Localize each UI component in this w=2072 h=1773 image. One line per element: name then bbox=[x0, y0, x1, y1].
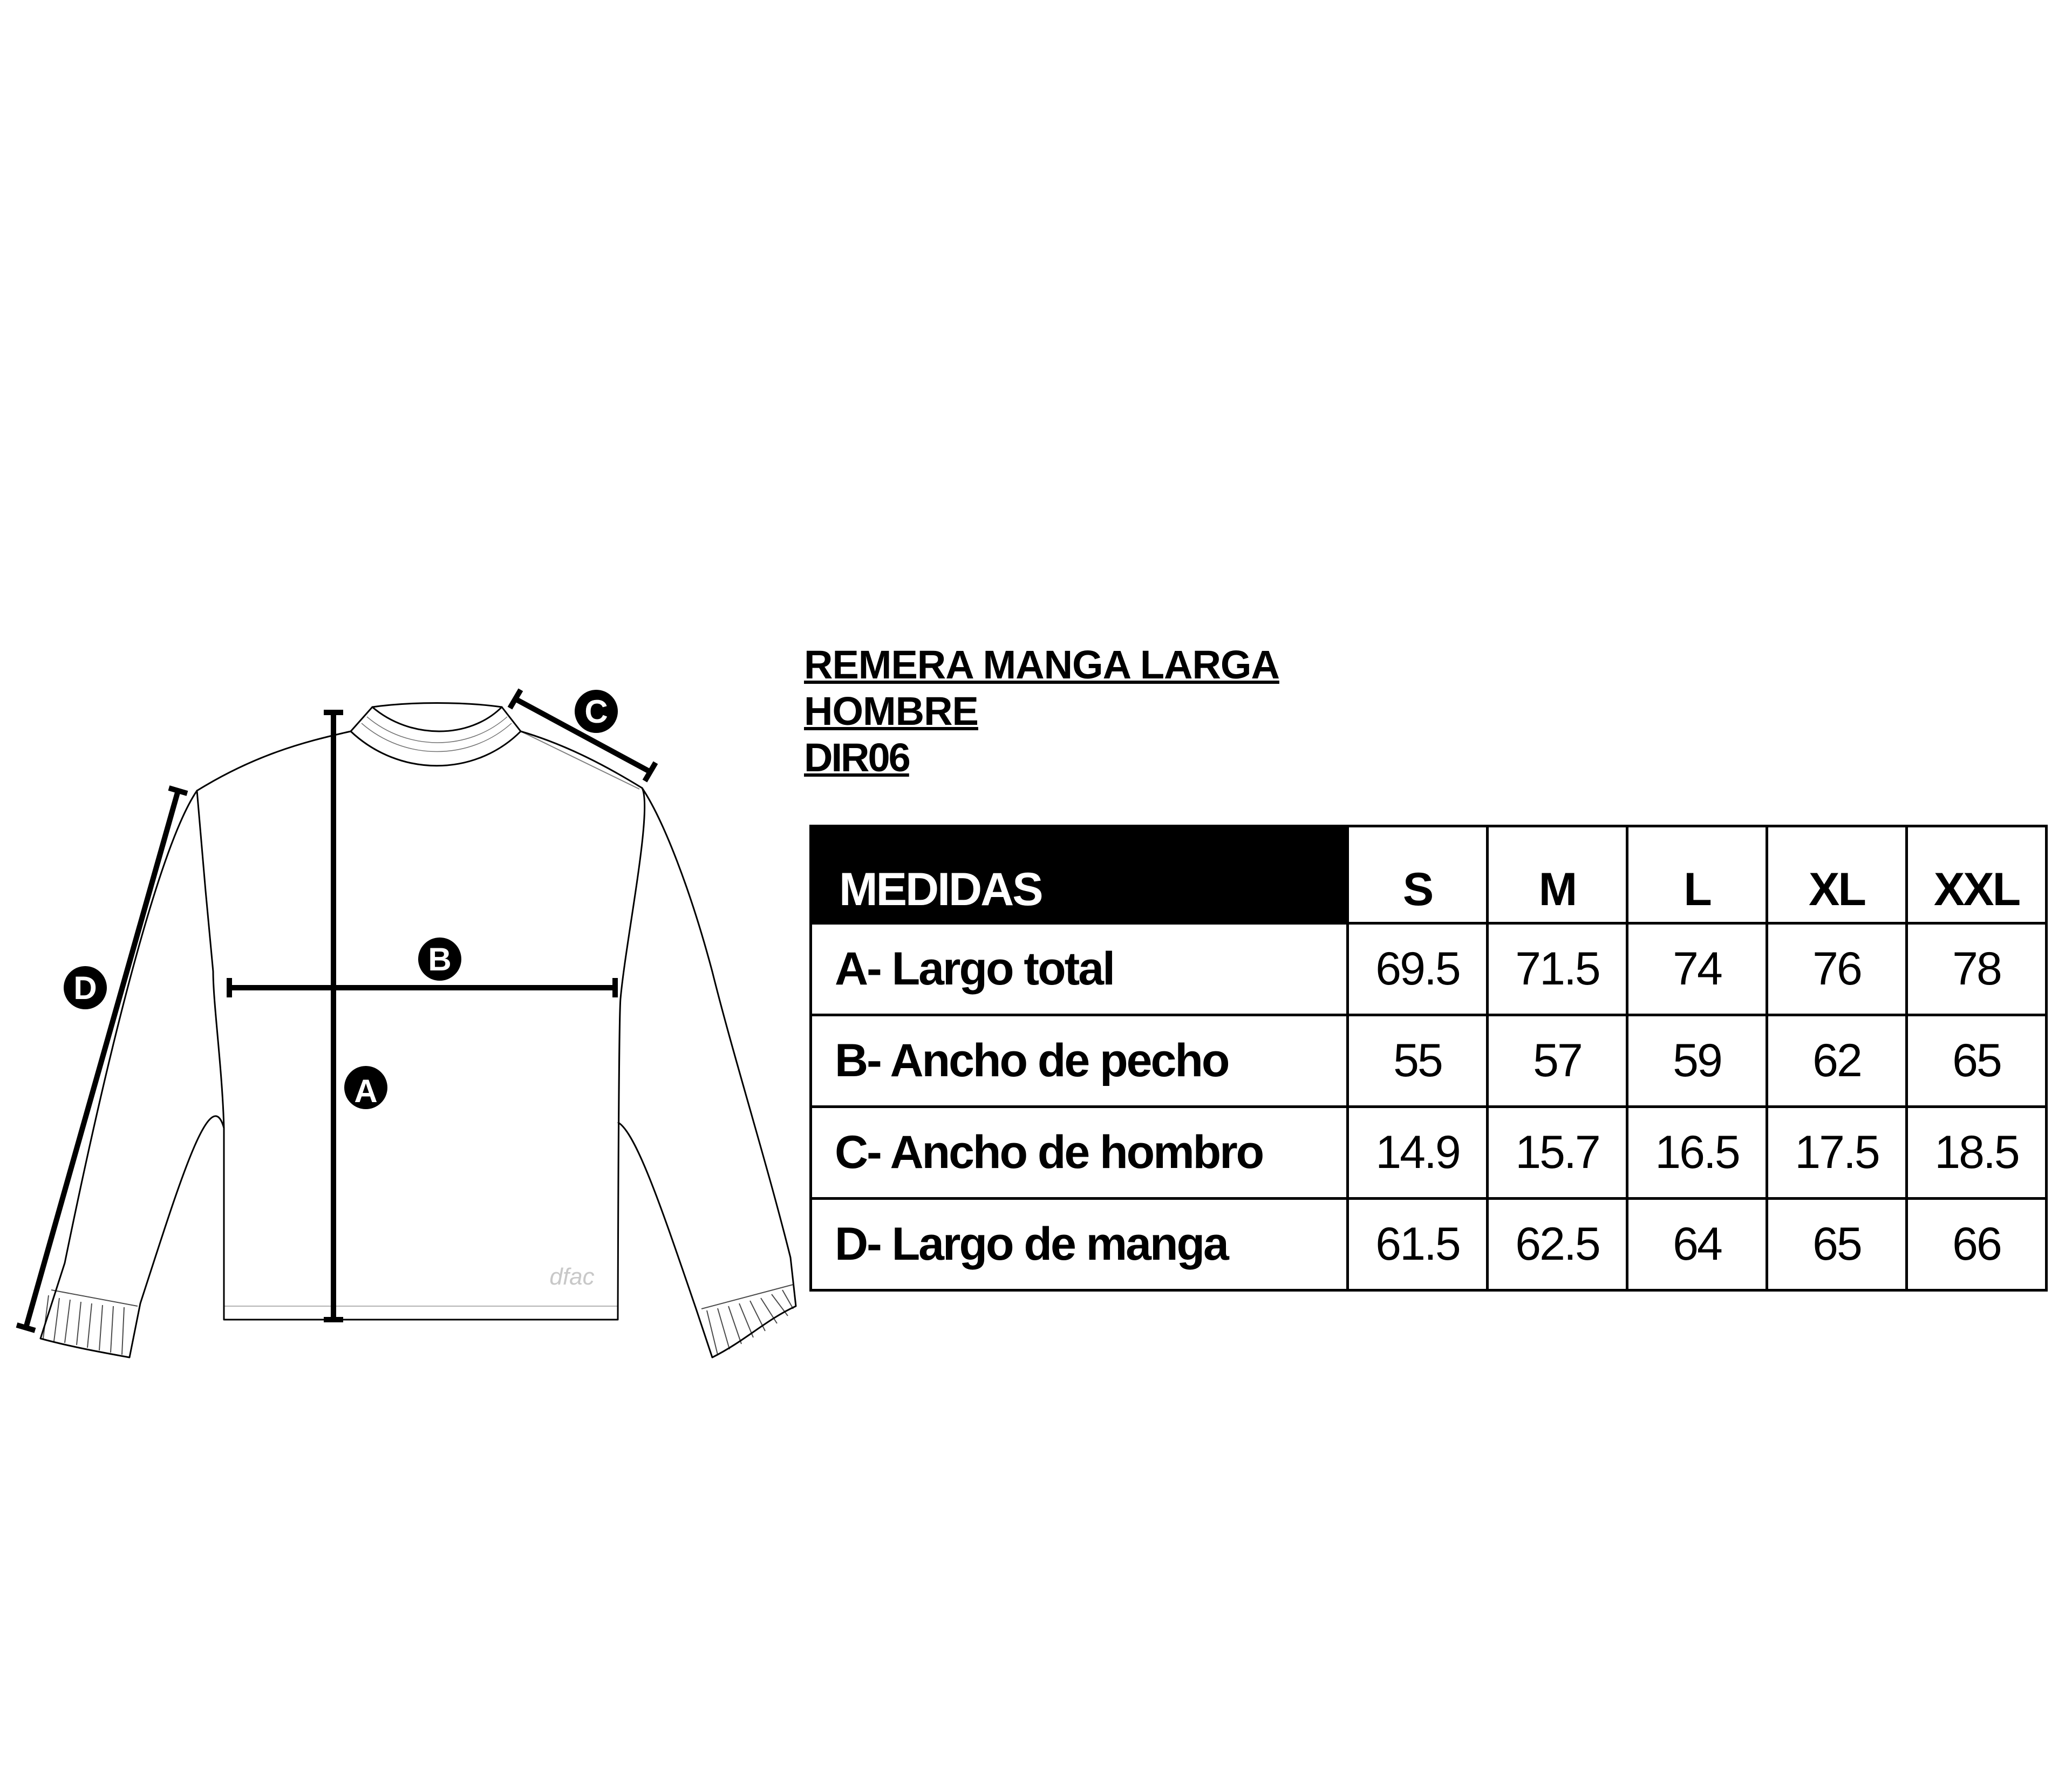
table-cell: 17.5 bbox=[1767, 1107, 1907, 1199]
table-cell: 62.5 bbox=[1488, 1199, 1627, 1290]
table-cell: 59 bbox=[1627, 1015, 1767, 1107]
size-header: XXL bbox=[1907, 826, 2047, 923]
left-sleeve-outline bbox=[40, 791, 224, 1357]
table-cell: 15.7 bbox=[1488, 1107, 1627, 1199]
table-cell: 74 bbox=[1627, 923, 1767, 1015]
size-header: L bbox=[1627, 826, 1767, 923]
row-label: D- Largo de manga bbox=[811, 1199, 1348, 1290]
row-label: C- Ancho de hombro bbox=[811, 1107, 1348, 1199]
table-row bbox=[811, 923, 2047, 1015]
product-code: DIR06 bbox=[804, 735, 909, 780]
table-cell: 18.5 bbox=[1907, 1107, 2047, 1199]
brand-label: dfac bbox=[549, 1263, 595, 1290]
table-cell: 16.5 bbox=[1627, 1107, 1767, 1199]
collar-inner bbox=[372, 707, 502, 731]
table-cell: 62 bbox=[1767, 1015, 1907, 1107]
measure-d-tick-top bbox=[169, 788, 187, 793]
table-cell: 64 bbox=[1627, 1199, 1767, 1290]
size-header: M bbox=[1488, 826, 1627, 923]
marker-c-label: C bbox=[584, 694, 608, 730]
right-sleeve-outline bbox=[618, 788, 796, 1357]
table-row bbox=[811, 1107, 2047, 1199]
title-line-1: REMERA MANGA LARGA bbox=[804, 642, 1279, 687]
garment-outline bbox=[197, 703, 645, 1320]
marker-d-label: D bbox=[73, 970, 97, 1006]
measure-d-line bbox=[26, 791, 178, 1328]
row-label: B- Ancho de pecho bbox=[811, 1015, 1348, 1107]
title-block bbox=[804, 642, 1279, 784]
table-row bbox=[811, 1015, 2047, 1107]
table-cell: 14.9 bbox=[1348, 1107, 1488, 1199]
table-row bbox=[811, 1199, 2047, 1290]
table-cell: 71.5 bbox=[1488, 923, 1627, 1015]
table-cell: 57 bbox=[1488, 1015, 1627, 1107]
table-cell: 66 bbox=[1907, 1199, 2047, 1290]
table-corner-header: MEDIDAS bbox=[811, 826, 1348, 923]
table-cell: 69.5 bbox=[1348, 923, 1488, 1015]
table-cell: 78 bbox=[1907, 923, 2047, 1015]
measure-d-tick-bottom bbox=[17, 1325, 35, 1330]
marker-a-label: A bbox=[354, 1073, 378, 1109]
marker-b-label: B bbox=[428, 941, 452, 977]
title-line-2: HOMBRE bbox=[804, 689, 978, 733]
table-cell: 55 bbox=[1348, 1015, 1488, 1107]
table-cell: 65 bbox=[1767, 1199, 1907, 1290]
size-header: S bbox=[1348, 826, 1488, 923]
table-header-row bbox=[811, 826, 2047, 923]
collar-outline bbox=[351, 731, 521, 766]
row-label: A- Largo total bbox=[811, 923, 1348, 1015]
table-cell: 61.5 bbox=[1348, 1199, 1488, 1290]
size-table bbox=[809, 825, 2048, 1292]
table-cell: 65 bbox=[1907, 1015, 2047, 1107]
table-cell: 76 bbox=[1767, 923, 1907, 1015]
size-header: XL bbox=[1767, 826, 1907, 923]
